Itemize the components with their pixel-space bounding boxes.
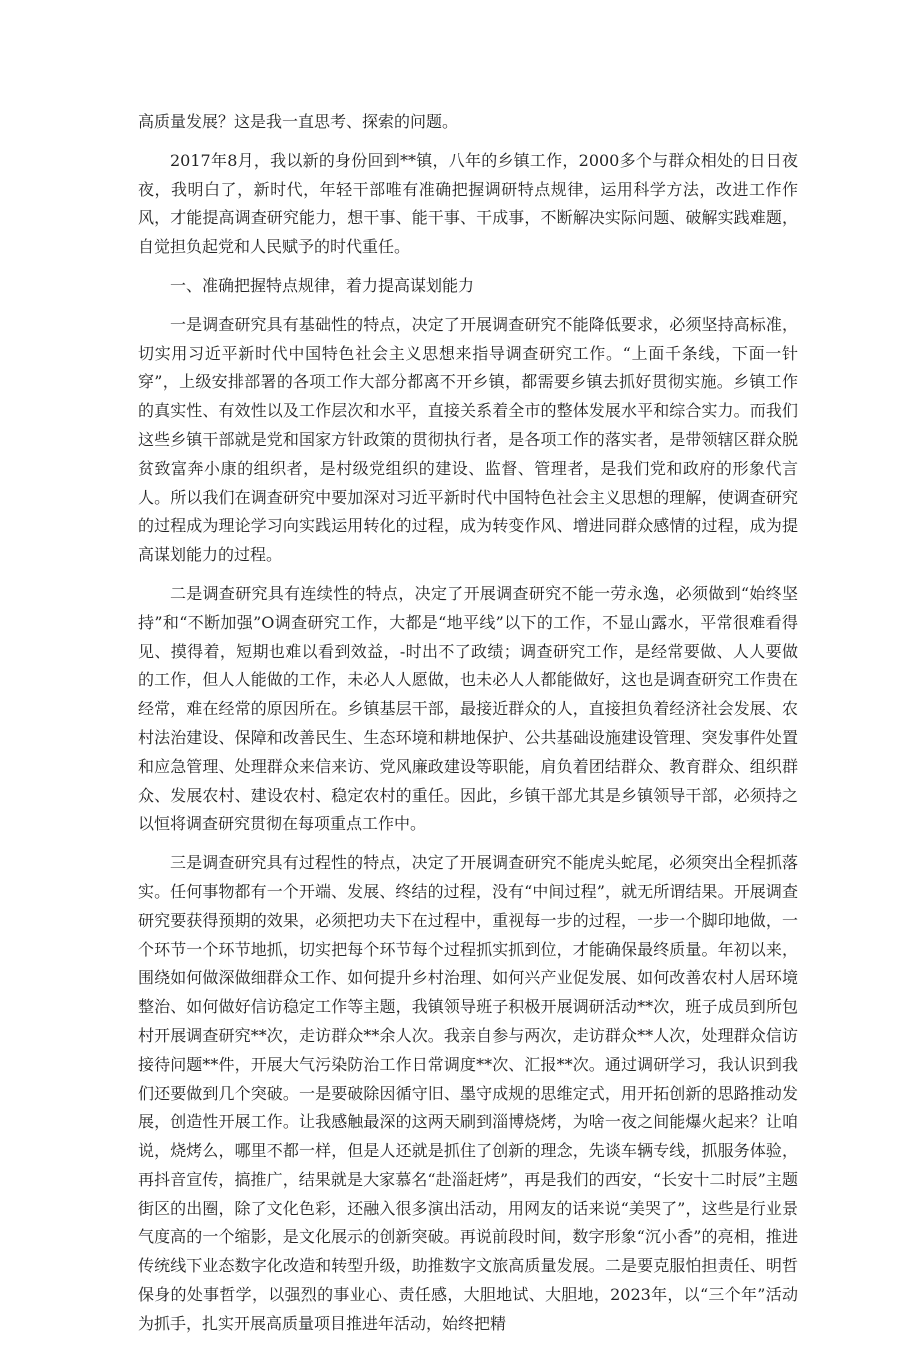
paragraph-point-one: 一是调查研究具有基础性的特点，决定了开展调查研究不能降低要求，必须坚持高标准，切实用习近平新时代中国特色社会主义思想来指导调查研究工作。“上面千条线，下面一针穿”，上级安排部署的各项工作大部分都离不开乡镇，都需要乡镇去抓好贯彻实施。乡镇工作的真实性、有效性以及工作层次和水平，直接关系着全市的整体发展水平和综合实力。而我们这些乡镇干部就是党和国家方针政策的贯彻执行者，是各项工作的落实者，是带领辖区群众脱贫致富奔小康的组织者，是村级党组织的建设、监督、管理者，是我们党和政府的形象代言人。所以我们在调查研究中要加深对习近平新时代中国特色社会主义思想的理解，使调查研究的过程成为理论学习向实践运用转化的过程，成为转变作风、增进同群众感情的过程，成为提高谋划能力的过程。 [138,314,798,565]
paragraph-continuation: 高质量发展？这是我一直思考、探索的问题。 [138,112,459,131]
section-heading: 一、准确把握特点规律，着力提高谋划能力 [170,275,475,295]
document-page [138,108,798,1349]
paragraph-point-two: 二是调查研究具有连续性的特点，决定了开展调查研究不能一劳永逸，必须做到“始终坚持”和“不断加强”O调查研究工作，大都是“地平线”以下的工作，不显山露水，平常很难看得见、摸得着，短期也难以看到效益，-时出不了政绩；调查研究工作，是经常要做、人人要做的工作，但人人能做的工作，未必人人愿做，也未必人人都能做好，这也是调查研究工作贵在经常，难在经常的原因所在。乡镇基层干部，最接近群众的人，直接担负着经济社会发展、农村法治建设、保障和改善民生、生态环境和耕地保护、公共基础设施建设管理、突发事件处置和应急管理、处理群众来信来访、党风廉政建设等职能，肩负着团结群众、教育群众、组织群众、发展农村、建设农村、稳定农村的重任。因此，乡镇干部尤其是乡镇领导干部，必须持之以恒将调查研究贯彻在每项重点工作中。 [138,583,798,834]
paragraph-point-three: 三是调查研究具有过程性的特点，决定了开展调查研究不能虎头蛇尾，必须突出全程抓落实。任何事物都有一个开端、发展、终结的过程，没有“中间过程”，就无所谓结果。开展调查研究要获得预期的效果，必须把功夫下在过程中，重视每一步的过程，一步一个脚印地做，一个环节一个环节地抓，切实把每个环节每个过程抓实抓到位，才能确保最终质量。年初以来，围绕如何做深做细群众工作、如何提升乡村治理、如何兴产业促发展、如何改善农村人居环境整治、如何做好信访稳定工作等主题，我镇领导班子积极开展调研活动**次，班子成员到所包村开展调查研究**次，走访群众**余人次。我亲自参与两次，走访群众**人次，处理群众信访接待问题**件，开展大气污染防治工作日常调度**次、汇报**次。通过调研学习，我认识到我们还要做到几个突破。一是要破除因循守旧、墨守成规的思维定式，用开拓创新的思路推动发展，创造性开展工作。让我感触最深的这两天刷到淄博烧烤，为啥一夜之间能爆火起来？让咱说，烧烤么，哪里不都一样，但是人还就是抓住了创新的理念，先谈车辆专线，抓服务体验，再抖音宣传，搞推广，结果就是大家慕名“赴淄赶烤”，再是我们的西安，“长安十二时辰”主题街区的出圈，除了文化色彩，还融入很多演出活动，用网友的话来说“美哭了”，这些是行业景气度高的一个缩影，是文化展示的创新突破。再说前段时间，数字形象“沉小香”的亮相，推进传统线下业态数字化改造和转型升级，助推数字文旅高质量发展。二是要克服怕担责任、明哲保身的处事哲学，以强烈的事业心、责任感，大胆地试、大胆地，2023年，以“三个年”活动为抓手，扎实开展高质量项目推进年活动，始终把精 [138,853,798,1333]
paragraph-intro: 2017年8月，我以新的身份回到**镇，八年的乡镇工作，2000多个与群众相处的日日夜夜，我明白了，新时代，年轻干部唯有准确把握调研特点规律，运用科学方法，改进工作作风，才能提高调查研究能力，想干事、能干事、干成事，不断解决实际问题、破解实践难题，自觉担负起党和人民赋予的时代重任。 [138,150,798,257]
